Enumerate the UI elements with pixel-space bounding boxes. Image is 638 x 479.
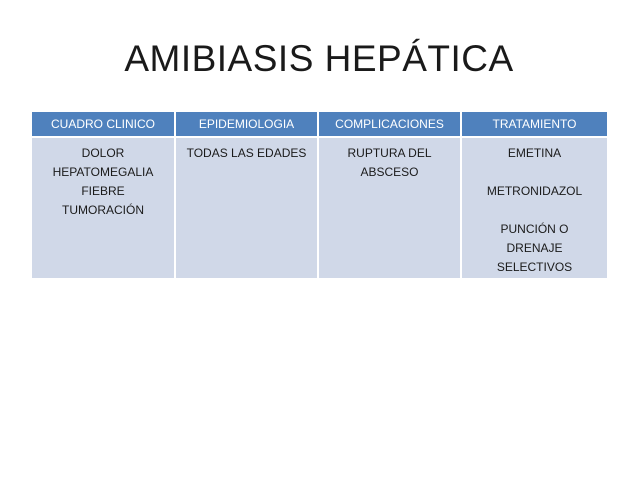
table-header-row [32, 112, 607, 137]
header-cuadro-clinico: CUADRO CLINICO [32, 112, 175, 137]
table-row [32, 137, 607, 278]
cell-epidemiologia [175, 137, 318, 278]
cell-line: HEPATOMEGALIA [52, 165, 154, 179]
cell-tratamiento [461, 137, 607, 278]
cell-line: PUNCIÓN O [500, 222, 569, 236]
cell-line: TUMORACIÓN [62, 203, 144, 217]
cell-line: METRONIDAZOL [486, 184, 583, 198]
cell-line: SELECTIVOS [496, 260, 573, 274]
header-tratamiento: TRATAMIENTO [461, 112, 607, 137]
cell-line: DRENAJE [506, 241, 563, 255]
cell-line [465, 201, 604, 220]
cell-line: RUPTURA DEL [347, 146, 432, 160]
cell-line: ABSCESO [360, 165, 419, 179]
cell-line [465, 163, 604, 182]
header-complicaciones: COMPLICACIONES [318, 112, 461, 137]
cell-line: EMETINA [507, 146, 562, 160]
cell-line: DOLOR [81, 146, 125, 160]
cell-line: TODAS LAS EDADES [186, 146, 307, 160]
cell-complicaciones [318, 137, 461, 278]
data-table [32, 112, 607, 278]
header-epidemiologia: EPIDEMIOLOGIA [175, 112, 318, 137]
cell-line: FIEBRE [81, 184, 125, 198]
slide-title: AMIBIASIS HEPÁTICA [124, 38, 514, 79]
cell-cuadro-clinico [32, 137, 175, 278]
